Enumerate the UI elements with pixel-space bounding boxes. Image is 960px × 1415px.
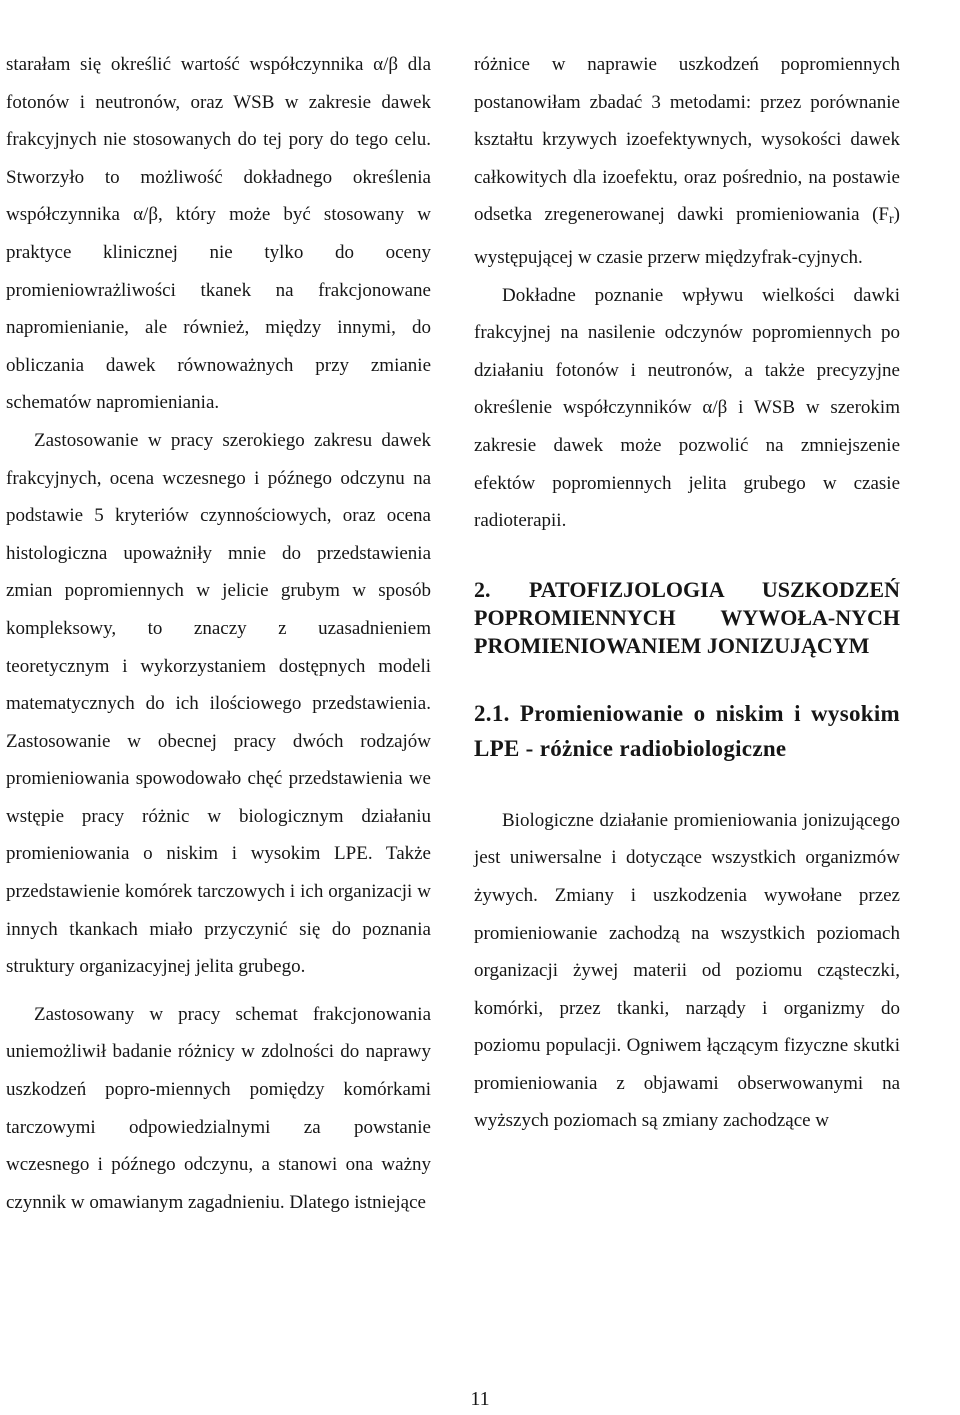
page-number: 11 [470, 1388, 490, 1410]
right-column [474, 46, 900, 1140]
repair-tail: ) występującej w czasie przerw międzyfrak-cyjnych. [474, 204, 900, 268]
paragraph-aims: Dokładne poznanie wpływu wielkości dawki frakcyjnej na nasilenie odczynów popromiennych po działaniu fotonów i neutronów, a także precyzyjne określenie współczynników α/β i WSB w szerokim zakresie dawek może pozwolić na zmniejszenie efektów popromiennych jelita grubego w czasie radioterapii. [474, 284, 900, 532]
repair-text: różnice w naprawie uszkodzeń popromiennych postanowiłam zbadać 3 metodami: przez porównanie kształtu krzywych izoefektywnych, wysokości dawek całkowitych dla izoefektu, oraz pośrednio, na postawie odsetka zregenerowanej dawki promieniowania (F [474, 54, 900, 226]
paragraph-2: Zastosowanie w pracy szerokiego zakresu dawek frakcyjnych, ocena wczesnego i późnego odczynu na podstawie 5 kryteriów czynnościowych, oraz ocena histologiczna upoważniły mnie do przedstawienia zmian popromiennych w jelicie grubym w sposób kompleksowy, to znaczy z uzasadnieniem teoretycznym i wykorzystaniem dostępnych modeli matematycznych do ich ilościowego przedstawienia. Zastosowanie w obecnej pracy dwóch rodzajów promieniowania spowodowało chęć przedstawienia we wstępie pracy różnic w biologicznym działaniu promieniowania o niskim i wysokim LPE. Także przedstawienie komórek tarczowych i ich organizacji w innych tkankach miało przyczynić się do poznania struktury organizacyjnej jelita grubego. [6, 429, 431, 978]
paragraph-biological-action: Biologiczne działanie promieniowania jonizującego jest uniwersalne i dotyczące wszystkich organizmów żywych. Zmiany i uszkodzenia wywołane przez promieniowanie zachodzą na wszystkich poziomach organizacji żywej materii od poziomu cząsteczki, komórki, przez tkanki, narządy i organizmy do poziomu populacji. Ogniwem łączącym fizyczne skutki promieniowania z objawami obserwowanymi na wyższych poziomach są zmiany zachodzące w [474, 809, 900, 1132]
left-column [6, 46, 431, 1221]
section-heading: 2.1. Promieniowanie o niskim i wysokim LPE - różnice radiobiologiczne [474, 700, 900, 761]
paragraph-1: starałam się określić wartość współczynnika α/β dla fotonów i neutronów, oraz WSB w zakresie dawek frakcyjnych nie stosowanych do tej pory do tego celu. Stworzyło to możliwość dokładnego określenia współczynnika α/β, który może być stosowany w praktyce klinicznej nie tylko do oceny promieniowrażliwości tkanek na frakcjonowane napromienianie, ale również, między innymi, do obliczania dawek równoważnych przy zmianie schematów napromieniania. [6, 54, 431, 414]
fr-subscript: r [889, 212, 894, 228]
paragraph-3: Zastosowany w pracy schemat frakcjonowania uniemożliwił badanie różnicy w zdolności do naprawy uszkodzeń popro-miennych pomiędzy komórkami tarczowymi odpowiedzialnymi za powstanie wczesnego i późnego odczynu, a stanowi ona ważny czynnik w omawianym zagadnieniu. Dlatego istniejące [6, 1003, 431, 1213]
chapter-heading: 2. PATOFIZJOLOGIA USZKODZEŃ POPROMIENNYCH WYWOŁA-NYCH PROMIENIOWANIEM JONIZUJĄCYM [474, 576, 900, 658]
paragraph-repair-methods [474, 46, 900, 277]
